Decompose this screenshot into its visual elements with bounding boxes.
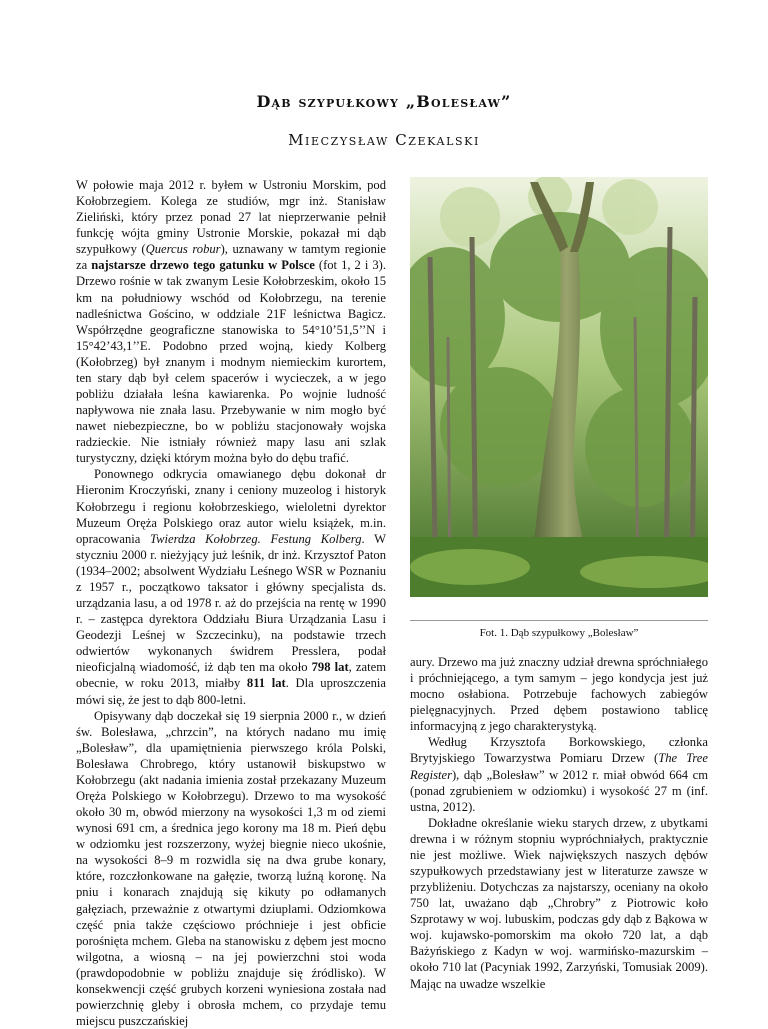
paragraph-6: Dokładne określanie wieku starych drzew, z ubytkami drewna i w różnym stopniu wypróchniałych, praktycznie nie jest możliwe. Wiek największych naszych dębów szypułkowych przedstawiany jest w literaturze zawsze w przybliżeniu. Dotychczas za najstarszy, oceniany na około 750 lat, uważano dąb „Chrobry” z Piotrowic koło Szprotawy w woj. lubuskim, podczas gdy dąb z Bąkowa w woj. kujawsko-pomorskim ma około 720 lat, a dąb Bażyńskiego z Kadyn w woj. warmińsko-mazurskim – około 710 lat (Pacyniak 1992, Zarzyński, Tomusiak 2009). Mając na uwadze wszelkie <box>410 815 708 991</box>
book-title: Twierdza Kołobrzeg. Festung Kolberg <box>150 531 362 546</box>
age-value: 798 lat <box>311 660 349 675</box>
figure-caption: Fot. 1. Dąb szypułkowy „Bolesław” <box>410 620 708 639</box>
paragraph-1 <box>76 177 386 466</box>
text-run: Ponownego odkrycia omawianego dębu dokonał dr Hieronim Kroczyński, znany i ceniony muzeolog i historyk Kołobrzegu i regionu kołobrzeskiego, wieloletni dyrektor Muzeum Oręża Polskiego oraz autor wielu książek, m.in. opracowania <box>76 467 386 546</box>
text-run: , zatem obecnie, w roku 2013, miałby <box>76 660 386 691</box>
paragraph-2 <box>76 466 386 707</box>
text-run: ), uznawany w tamtym regionie za <box>76 242 386 273</box>
article-title: Dąb szypułkowy „Bolesław” <box>256 92 512 111</box>
age-value-2013: 811 lat <box>246 676 286 691</box>
emphasis-text: najstarsze drzewo tego gatunku w Polsce <box>91 258 315 273</box>
oak-photo <box>410 177 708 597</box>
left-column <box>76 177 386 1029</box>
text-run: W połowie maja 2012 r. byłem w Ustroniu Morskim, pod Kołobrzegiem. Kolega ze studiów, mgr inż. Stanisław Zieliński, który przez ponad 27 lat nieprzerwanie pełnił funkcję wójta gminy Ustronie Morskie, pokazał mi dąb szypułkowy ( <box>76 178 386 257</box>
text-run: ), dąb „Bolesław” w 2012 r. miał obwód 664 cm (ponad zgrubieniem w odziomku) i wysokość 27 m (inf. ustna, 2012). <box>410 767 708 814</box>
text-run: Według Krzysztofa Borkowskiego, członka Brytyjskiego Towarzystwa Pomiaru Drzew ( <box>410 735 708 766</box>
oak-photo-illustration <box>410 177 708 597</box>
organization-name: The Tree Register <box>410 751 708 782</box>
species-name: Quercus robur <box>145 242 221 257</box>
text-run: (fot 1, 2 i 3). Drzewo rośnie w tak zwanym Lesie Kołobrzeskim, około 15 km na południowy wschód od Kołobrzegu, na terenie nadleśnictwa Gościno, w oddziale 21F leśnictwa Bagicz. Współrzędne geograficzne stanowiska to 54°10’51,5’’N i 15°42’43,1’’E. Podobno przed wojną, kiedy Kolberg (Kołobrzeg) był znanym i modnym niemieckim kurortem, ten stary dąb był celem spacerów i wycieczek, a w jego pobliżu działała leśna kawiarenka. Po wojnie ludność napływowa nie znała lasu. Przebywanie w nim mogło być nawet niebezpieczne, bo w pobliżu stacjonowały wojska radzieckie. Nie istniały również mapy lasu ani szlak turystyczny, dzięki którym można było do dębu trafić. <box>76 258 387 466</box>
paragraph-4: aury. Drzewo ma już znaczny udział drewna spróchniałego i próchniejącego, a tym samym – jego kondycja jest już mocno osłabiona. Potrzebuje fachowych zabiegów pielęgnacyjnych. Przed dębem postawiono tablicę informacyjną z jego charakterystyką. <box>410 655 708 734</box>
paragraph-3: Opisywany dąb doczekał się 19 sierpnia 2000 r., w dzień św. Bolesława, „chrzcin”, na których nadano mu imię „Bolesław”, dla upamiętnienia pierwszego króla Polski, Bolesława Chrobrego, który ustanowił biskupstwo w Kołobrzegu (akt nadania imienia został przekazany Muzeum Oręża Polskiego w Kołobrzegu). Drzewo to ma wysokość około 30 m, obwód mierzony na wysokości 1,3 m od ziemi wynosi 691 cm, a średnica jego korony ma 18 m. Pień dębu w odziomku jest rozszerzony, wyżej biegnie nieco ukośnie, na wysokości 8–9 m rozwidla się na dwa grube konary, które, rozczłonkowane na gałęzie, tworzą luźną koronę. Na pniu i konarach znajdują się kikuty po odłamanych gałęziach, przeważnie z otwartymi dziuplami. Odziomkowa część pnia także częściowo próchnieje i jest obficie porośnięta mchem. Gleba na stanowisku z dębem jest mocno wilgotna, a wiosną – na jej powierzchni stoi woda (prawdopodobnie w pobliżu znajduje się źródlisko). W konsekwencji część grubych korzeni wyniesiona została nad powierzchnię gleby i obrosła mchem, co przydaje temu miejscu puszczańskiej <box>76 708 386 1029</box>
paragraph-5 <box>410 734 708 814</box>
right-column <box>410 654 708 992</box>
text-run: . W styczniu 2000 r. nieżyjący już leśnik, dr inż. Krzysztof Paton (1934–2002; absolwent Wydziału Leśnego WSR w Poznaniu z 1957 r., początkowo taksator i główny specjalista ds. urządzania lasu, a od 1978 r. aż do przejścia na rentę w 1990 r. – zastępca dyrektora Oddziału Biura Urządzania Lasu i Geodezji Leśnej w Szczecinku), na podstawie trzech odwiertów wykonanych świdrem Presslera, podał nieoficjalną wiadomość, iż dąb ten ma około <box>76 531 386 675</box>
article-author: Mieczysław Czekalski <box>288 131 480 149</box>
text-run: . Dla uproszczenia mówi się, że jest to dąb 800-letni. <box>76 676 386 707</box>
